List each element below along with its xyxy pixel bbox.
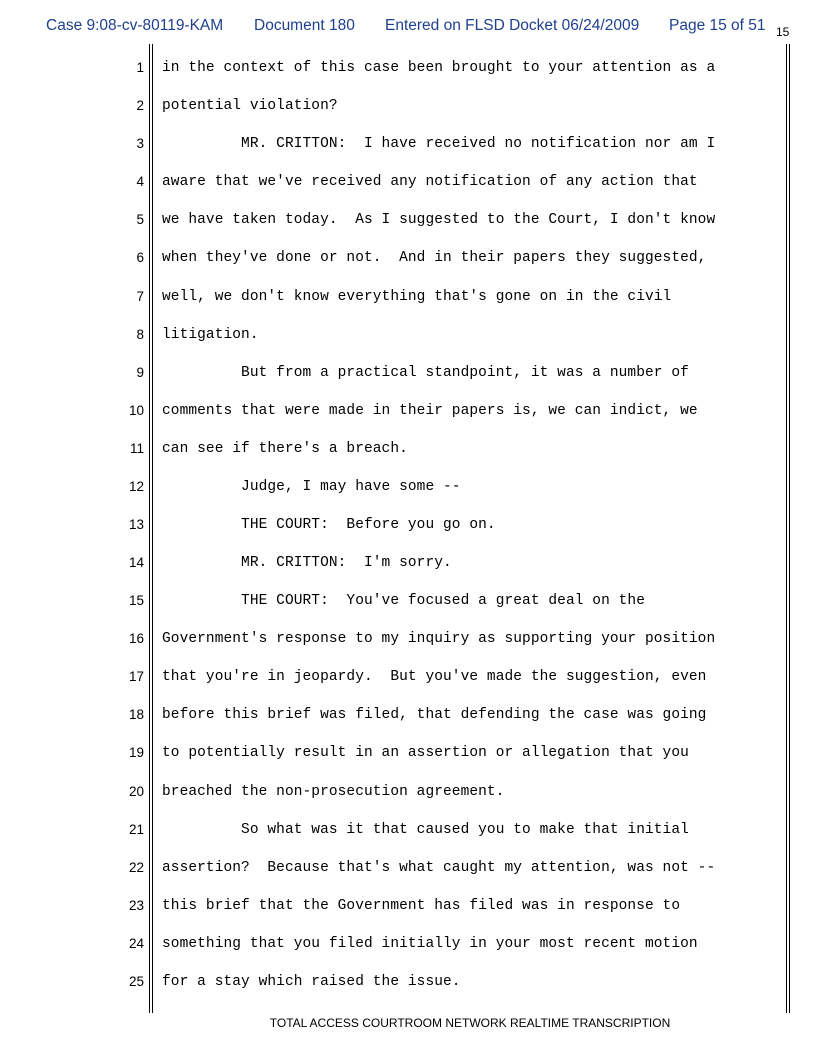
- line-number: 12: [128, 478, 144, 494]
- line-number: 3: [136, 136, 144, 152]
- line-number: 15: [128, 593, 144, 609]
- line-number: 6: [136, 250, 144, 266]
- line-text: MR. CRITTON: I'm sorry.: [162, 555, 452, 571]
- line-number: 9: [136, 364, 144, 380]
- line-text: to potentially result in an assertion or allegation that you: [162, 745, 689, 762]
- line-number: 8: [136, 326, 144, 342]
- transcript-line: [0, 325, 816, 345]
- transcript-line: [0, 934, 816, 954]
- transcript-line: [0, 515, 816, 535]
- line-number: 11: [129, 440, 144, 456]
- line-text: that you're in jeopardy. But you've made the suggestion, even: [162, 669, 707, 686]
- transcript-line: [0, 248, 816, 268]
- line-text: THE COURT: You've focused a great deal on the: [162, 593, 645, 610]
- transcript-line: [0, 401, 816, 421]
- line-text: well, we don't know everything that's gone on in the civil: [162, 288, 672, 305]
- line-text: THE COURT: Before you go on.: [162, 517, 496, 533]
- line-number: 18: [128, 707, 144, 723]
- line-number: 14: [128, 555, 144, 570]
- transcript-line: [0, 591, 816, 611]
- line-text: for a stay which raised the issue.: [162, 973, 461, 990]
- line-text: when they've done or not. And in their papers they suggested,: [162, 250, 707, 267]
- line-text: But from a practical standpoint, it was a number of: [162, 364, 689, 381]
- line-text: breached the non-prosecution agreement.: [162, 783, 505, 800]
- line-text: So what was it that caused you to make that initial: [162, 821, 689, 838]
- line-number: 1: [136, 60, 144, 75]
- line-text: assertion? Because that's what caught my attention, was not --: [162, 859, 716, 876]
- line-number: 13: [128, 517, 144, 532]
- line-number: 20: [128, 783, 144, 799]
- line-number: 24: [128, 935, 144, 951]
- transcript-line: [0, 896, 816, 916]
- docket-entry-date: Entered on FLSD Docket 06/24/2009: [385, 17, 640, 34]
- line-number: 23: [128, 897, 144, 913]
- line-text: MR. CRITTON: I have received no notification nor am I: [162, 136, 716, 153]
- line-text: potential violation?: [162, 98, 338, 115]
- transcript-line: [0, 782, 816, 802]
- line-number: 2: [136, 98, 144, 114]
- line-number: 22: [128, 859, 144, 875]
- line-number: 25: [128, 973, 144, 989]
- line-number: 7: [136, 288, 144, 304]
- line-number: 19: [128, 745, 144, 761]
- transcript-line: [0, 972, 816, 992]
- line-number: 16: [128, 631, 144, 647]
- document-number: Document 180: [254, 17, 355, 34]
- transcript-line: [0, 667, 816, 687]
- transcription-footer: TOTAL ACCESS COURTROOM NETWORK REALTIME TRANSCRIPTION: [269, 1016, 671, 1030]
- transcript-line: [0, 705, 816, 725]
- line-text: we have taken today. As I suggested to the Court, I don't know: [162, 212, 716, 229]
- transcript-line: [0, 820, 816, 840]
- transcript-line: [0, 58, 816, 78]
- transcript-line: [0, 210, 816, 230]
- line-text: before this brief was filed, that defending the case was going: [162, 707, 707, 724]
- transcript-line: [0, 858, 816, 878]
- transcript-line: [0, 96, 816, 116]
- line-number: 5: [136, 212, 144, 228]
- line-text: litigation.: [162, 326, 259, 343]
- transcript-line: [0, 629, 816, 649]
- line-number: 21: [128, 821, 144, 837]
- line-text: something that you filed initially in your most recent motion: [162, 935, 698, 952]
- transcript-line: [0, 553, 816, 573]
- line-number: 10: [128, 402, 144, 418]
- line-text: in the context of this case been brought to your attention as a: [162, 60, 716, 76]
- line-text: Judge, I may have some --: [162, 478, 461, 495]
- line-text: this brief that the Government has filed was in response to: [162, 897, 681, 914]
- transcript-line: [0, 477, 816, 497]
- line-number: 17: [128, 669, 144, 685]
- page-count: Page 15 of 51: [669, 17, 766, 34]
- line-text: Government's response to my inquiry as supporting your position: [162, 631, 716, 648]
- line-text: aware that we've received any notification of any action that: [162, 174, 698, 191]
- line-text: comments that were made in their papers is, we can indict, we: [162, 402, 698, 419]
- transcript-line: [0, 172, 816, 192]
- transcript-line: [0, 363, 816, 383]
- transcript-line: [0, 439, 816, 459]
- line-text: can see if there's a breach.: [162, 440, 408, 457]
- transcript-line: [0, 743, 816, 763]
- transcript-line: [0, 287, 816, 307]
- line-number: 4: [136, 174, 144, 190]
- transcript-page-number: 15: [776, 25, 790, 39]
- case-number: Case 9:08-cv-80119-KAM: [46, 17, 224, 34]
- transcript-line: [0, 134, 816, 154]
